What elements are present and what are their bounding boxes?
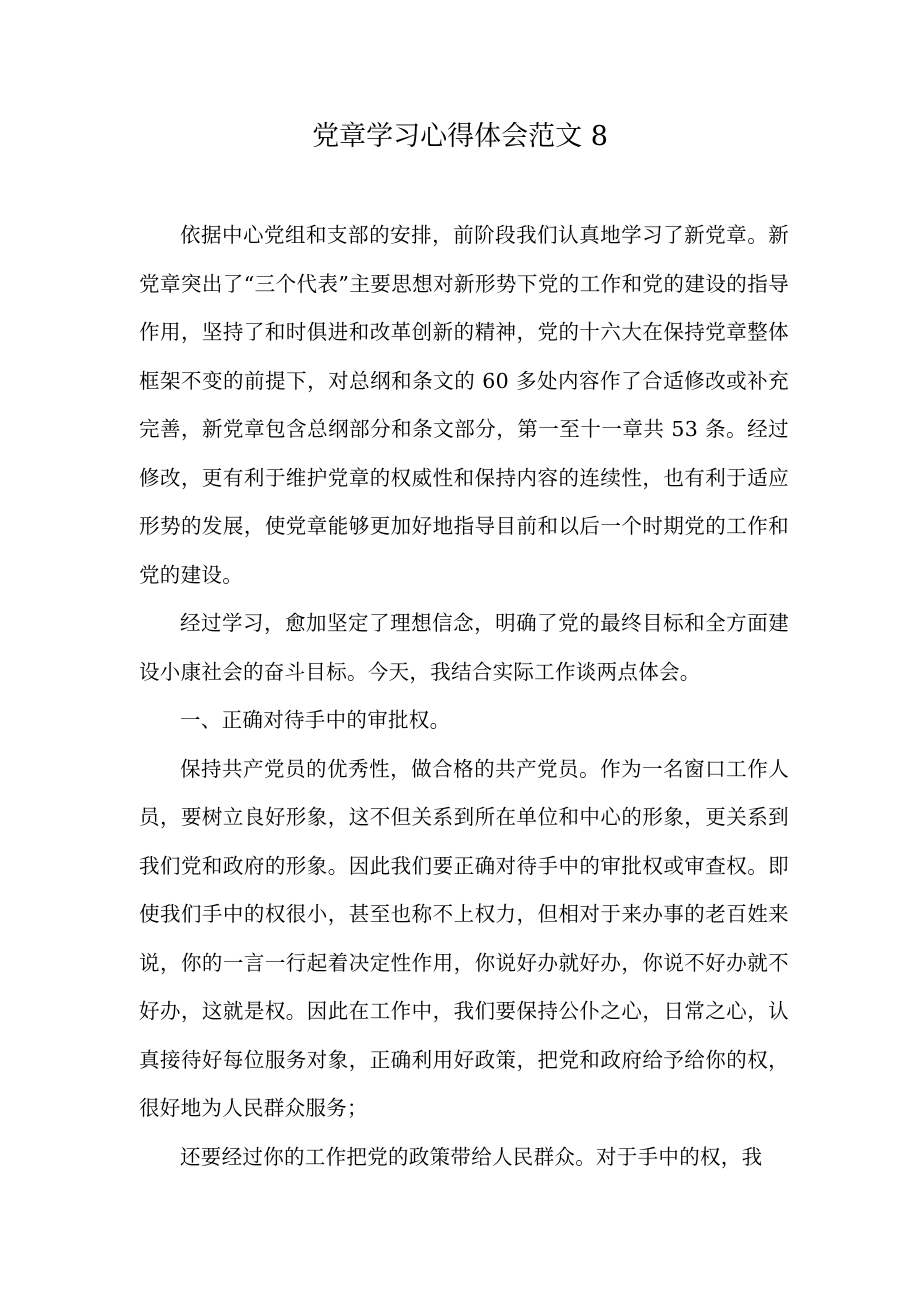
section-heading-1: 一、正确对待手中的审批权。 (180, 708, 451, 732)
document-body (139, 211, 789, 1181)
paragraph-4: 还要经过你的工作把党的政策带给人民群众。对于手中的权，我 (180, 1144, 763, 1169)
paragraph-1: 依据中心党组和支部的安排，前阶段我们认真地学习了新党章。新党章突出了“三个代表”主要思想对新形势下党的工作和党的建设的指导作用，坚持了和时俱进和改革创新的精神，党的十六大在保持党章整体框架不变的前提下，对总纲和条文的 60 多处内容作了合适修改或补充完善，新党章包含总纲部分和条文部分，第一至十一章共 53 条。经过修改，更有利于维护党章的权威性和保持内容的连续性，也有利于适应形势的发展，使党章能够更加好地指导目前和以后一个时期党的工作和党的建设。 (139, 223, 789, 587)
paragraph-3: 保持共产党员的优秀性，做合格的共产党员。作为一名窗口工作人员，要树立良好形象，这不但关系到所在单位和中心的形象，更关系到我们党和政府的形象。因此我们要正确对待手中的审批权或审查权。即使我们手中的权很小，甚至也称不上权力，但相对于来办事的老百姓来说，你的一言一行起着决定性作用，你说好办就好办，你说不好办就不好办，这就是权。因此在工作中，我们要保持公仆之心，日常之心，认真接待好每位服务对象，正确利用好政策，把党和政府给予给你的权，很好地为人民群众服务； (139, 756, 789, 1120)
document-title: 党章学习心得体会范文 8 (312, 121, 608, 152)
paragraph-2: 经过学习，愈加坚定了理想信念，明确了党的最终目标和全方面建设小康社会的奋斗目标。今天，我结合实际工作谈两点体会。 (139, 611, 789, 684)
